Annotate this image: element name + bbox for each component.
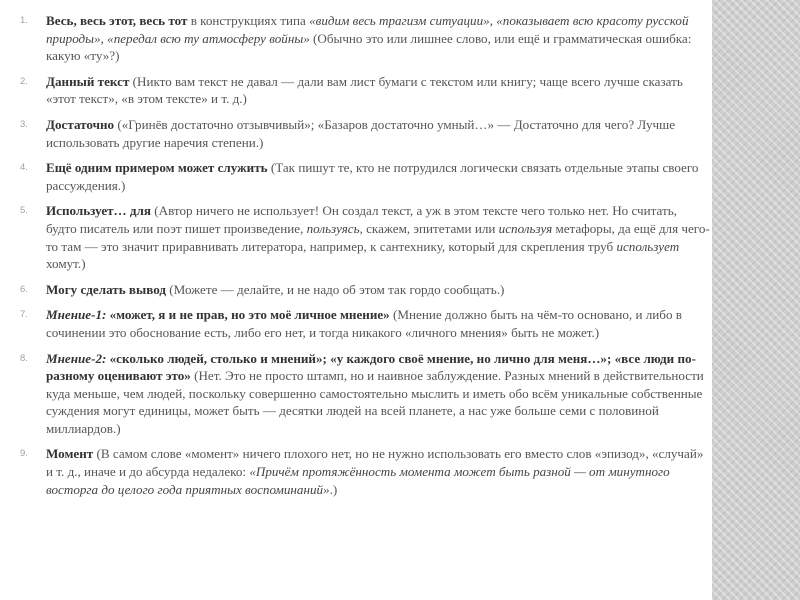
example: пользуясь [306, 220, 360, 236]
list-text: Весь, весь этот, весь тот в конструкциях типа «видим весь трагизм ситуации», «показывает всю красоту русской природы», «передал всю ту атмосферу войны» (Обычно это или лишнее слово, или ещё и грамматическая ошибка: какую «ту»?) [46, 13, 692, 64]
list-text: Мнение-1: «может, я и не прав, но это моё личное мнение» (Мнение должно быть на чём-то основано, и либо в сочинении это обоснование есть, либо его нет, и тогда никакого «личного мнения» быть не может.) [46, 307, 682, 340]
list-number: 5. [20, 205, 28, 217]
list-item [20, 445, 710, 498]
list-text: Момент (В самом слове «момент» ничего плохого нет, но не нужно использовать его вместо слов «эпизод», «случай» и т. д., иначе и до абсурда недалеко: «Причём протяжённость момента может быть разной — от минутного восторга до целого года приятных воспоминаний».) [46, 446, 704, 497]
list-text: Могу сделать вывод (Можете — делайте, и не надо об этом так гордо сообщать.) [46, 281, 505, 297]
term: Весь, весь этот, весь тот [46, 13, 188, 28]
list-number: 7. [20, 309, 28, 321]
list-item [20, 281, 710, 299]
slide-content [20, 12, 710, 506]
numbered-list [20, 12, 710, 498]
example: «видим весь трагизм ситуации», «показывает всю красоту русской природы», «передал всю ту атмосферу войны» [46, 13, 689, 46]
list-text: Достаточно («Гринёв достаточно отзывчивый»; «Базаров достаточно умный…» — Достаточно для чего? Лучше использовать другие наречия степени.) [46, 116, 676, 150]
list-item [20, 116, 710, 151]
term: Момент [46, 446, 94, 462]
list-item [20, 73, 710, 108]
list-item [20, 350, 710, 438]
list-number: 3. [20, 118, 28, 130]
list-item [20, 306, 710, 341]
term: «может, я и не прав, но это моё личное мнение» [106, 307, 390, 323]
term: Мнение-1: [46, 307, 107, 323]
term: «сколько людей, столько и мнений»; «у каждого своё мнение, но лично для меня…»; «все люди по-разному оценивают это» [46, 350, 696, 384]
list-number: 2. [20, 75, 28, 87]
list-item [20, 12, 710, 65]
list-number: 8. [20, 352, 28, 364]
list-text: Ещё одним примером может служить (Так пишут те, кто не потрудился логически связать отдельные этапы своего рассуждения.) [46, 160, 699, 193]
term: Данный текст [46, 73, 130, 89]
list-text: Мнение-2: «сколько людей, столько и мнений»; «у каждого своё мнение, но лично для меня…»; «все люди по-разному оценивают это» (Нет. Это не просто штамп, но и наивное заблуждение. Разных мнений в действительности куда меньше, чем людей, поскольку совершенно самостоятельно мыслить и иметь обо всём уникальные собственные суждения могут единицы, может быть — десятки людей на всей планете, а нас уже больше семи с половиной миллиардов.) [46, 350, 704, 436]
list-item [20, 202, 710, 272]
list-number: 1. [20, 15, 28, 26]
example: использует [616, 238, 680, 254]
list-number: 6. [20, 283, 28, 295]
list-number: 4. [20, 162, 28, 174]
list-item [20, 159, 710, 194]
decorative-side-band [712, 0, 800, 600]
list-text: Данный текст (Никто вам текст не давал — дали вам лист бумаги с текстом или книгу; чаще всего лучше сказать «этот текст», «в этом тексте» и т. д.) [46, 73, 683, 107]
term: Использует… для [46, 203, 151, 219]
term: Достаточно [46, 116, 115, 132]
example: «Причём протяжённость момента может быть разной — от минутного восторга до целого года приятных воспоминаний» [46, 464, 670, 497]
term: Ещё одним примером может служить [46, 160, 268, 176]
example: используя [498, 220, 553, 236]
term: Могу сделать вывод [46, 281, 166, 297]
list-text: Использует… для (Автор ничего не использует! Он создал текст, а уж в этом тексте чего только нет. Но считать, будто писатель или поэт пишет произведение, пользуясь, скажем, эпитетами или используя метафоры, да ещё для чего-то там — это значит приравнивать литератора, например, к сантехнику, который для скрепления труб использует хомут.) [46, 203, 710, 272]
term: Мнение-2: [46, 350, 107, 366]
list-number: 9. [20, 448, 28, 460]
